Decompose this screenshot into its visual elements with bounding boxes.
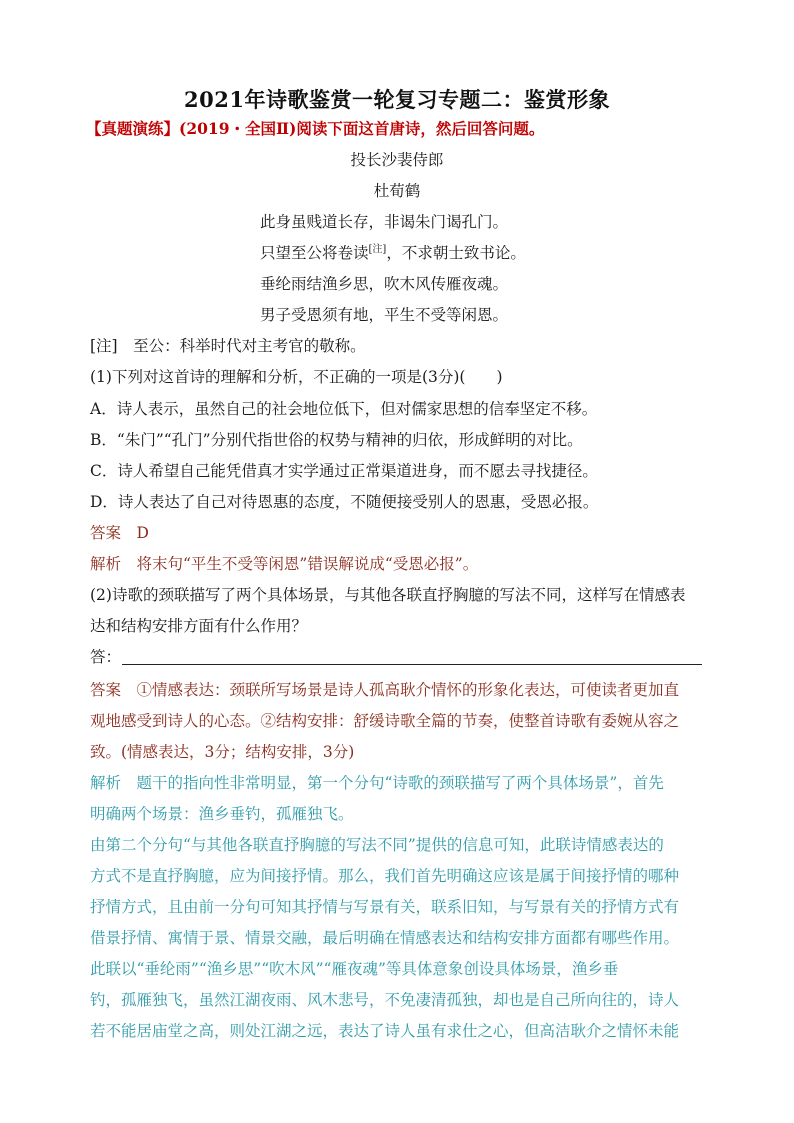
q2-answer-line-2: 观地感受到诗人的心态。②结构安排：舒缓诗歌全篇的节奏，使整首诗歌有委婉从容之 (90, 712, 680, 730)
q2-analysis-line-6: 借景抒情、寓情于景、情景交融，最后明确在情感表达和结构安排方面都有哪些作用。 (90, 929, 680, 947)
poem-title: 投长沙裴侍郎 (350, 151, 444, 169)
q1-analysis: 解析 将末句“平生不受等闲恩”错误解说成“受恩必报”。 (90, 555, 479, 573)
q1-option-a: A．诗人表示，虽然自己的社会地位低下，但对儒家思想的信奉坚定不移。 (90, 400, 598, 418)
poem-line-4: 男子受恩须有地，平生不受等闲恩。 (260, 306, 509, 324)
q2-analysis-line-7: 此联以“垂纶雨”“渔乡思”“吹木风”“雁夜魂”等具体意象创设具体场景，渔乡垂 (90, 960, 619, 978)
q2-analysis-line-9: 若不能居庙堂之高，则处江湖之远，表达了诗人虽有求仕之心，但高洁耿介之情怀未能 (90, 1022, 680, 1040)
q2-analysis-line-2: 明确两个场景：渔乡垂钓，孤雁独飞。 (90, 805, 354, 823)
poem-line-1: 此身虽贱道长存，非谒朱门谒孔门。 (260, 213, 509, 231)
poem-author: 杜荀鹤 (373, 182, 421, 200)
q2-answer-label: 答： (90, 648, 122, 666)
q1-answer: 答案 D (90, 524, 149, 542)
q2-analysis-line-4: 方式不是直抒胸臆，应为间接抒情。那么，我们首先明确这应该是属于间接抒情的哪种 (90, 867, 680, 885)
poem-line-2-a: 只望至公将卷读 (260, 244, 369, 263)
q2-analysis-line-8: 钓，孤雁独飞，虽然江湖夜雨、风木悲号，不免凄清孤独，却也是自己所向往的，诗人 (90, 991, 680, 1009)
poem-line-2 (260, 244, 526, 263)
q2-stem-2: 达和结构安排方面有什么作用？ (90, 617, 308, 635)
intro-line (86, 120, 544, 139)
page-title: 2021年诗歌鉴赏一轮复习专题二：鉴赏形象 (184, 87, 610, 112)
intro-tag: 【真题演练】 (86, 119, 180, 138)
q2-analysis-line-5: 抒情方式，且由前一分句可知其抒情与写景有关，联系旧知，与写景有关的抒情方式有 (90, 898, 680, 916)
q2-analysis-line-1: 解析 题干的指向性非常明显，第一个分句“诗歌的颈联描写了两个具体场景”，首先 (90, 774, 664, 792)
q1-option-d: D．诗人表达了自己对待恩惠的态度，不随便接受别人的恩惠，受恩必报。 (90, 493, 599, 511)
answer-fill-line (122, 664, 702, 665)
poem-line-3: 垂纶雨结渔乡思，吹木风传雁夜魂。 (260, 275, 509, 293)
poem-note-mark: [注] (368, 244, 387, 255)
q2-answer-line-3: 致。(情感表达，3分；结构安排，3分) (90, 743, 355, 761)
q2-answer-line-1: 答案 ①情感表达：颈联所写场景是诗人孤高耿介情怀的形象化表达，可使读者更加直 (90, 681, 680, 699)
q1-option-b: B．“朱门”“孔门”分别代指世俗的权势与精神的归依，形成鲜明的对比。 (90, 431, 583, 449)
intro-text: (2019・全国Ⅱ)阅读下面这首唐诗，然后回答问题。 (179, 119, 545, 138)
q2-analysis-line-3: 由第二个分句“与其他各联直抒胸臆的写法不同”提供的信息可知，此联诗情感表达的 (90, 836, 664, 854)
q1-option-c: C．诗人希望自己能凭借真才实学通过正常渠道进身，而不愿去寻找捷径。 (90, 462, 598, 480)
q1-stem: (1)下列对这首诗的理解和分析，不正确的一项是(3分)( ) (90, 368, 503, 386)
poem-line-2-b: ，不求朝士致书论。 (386, 244, 526, 263)
q2-stem-1: (2)诗歌的颈联描写了两个具体场景，与其他各联直抒胸臆的写法不同，这样写在情感表 (90, 586, 686, 604)
note: [注] 至公：科举时代对主考官的敬称。 (90, 337, 366, 355)
